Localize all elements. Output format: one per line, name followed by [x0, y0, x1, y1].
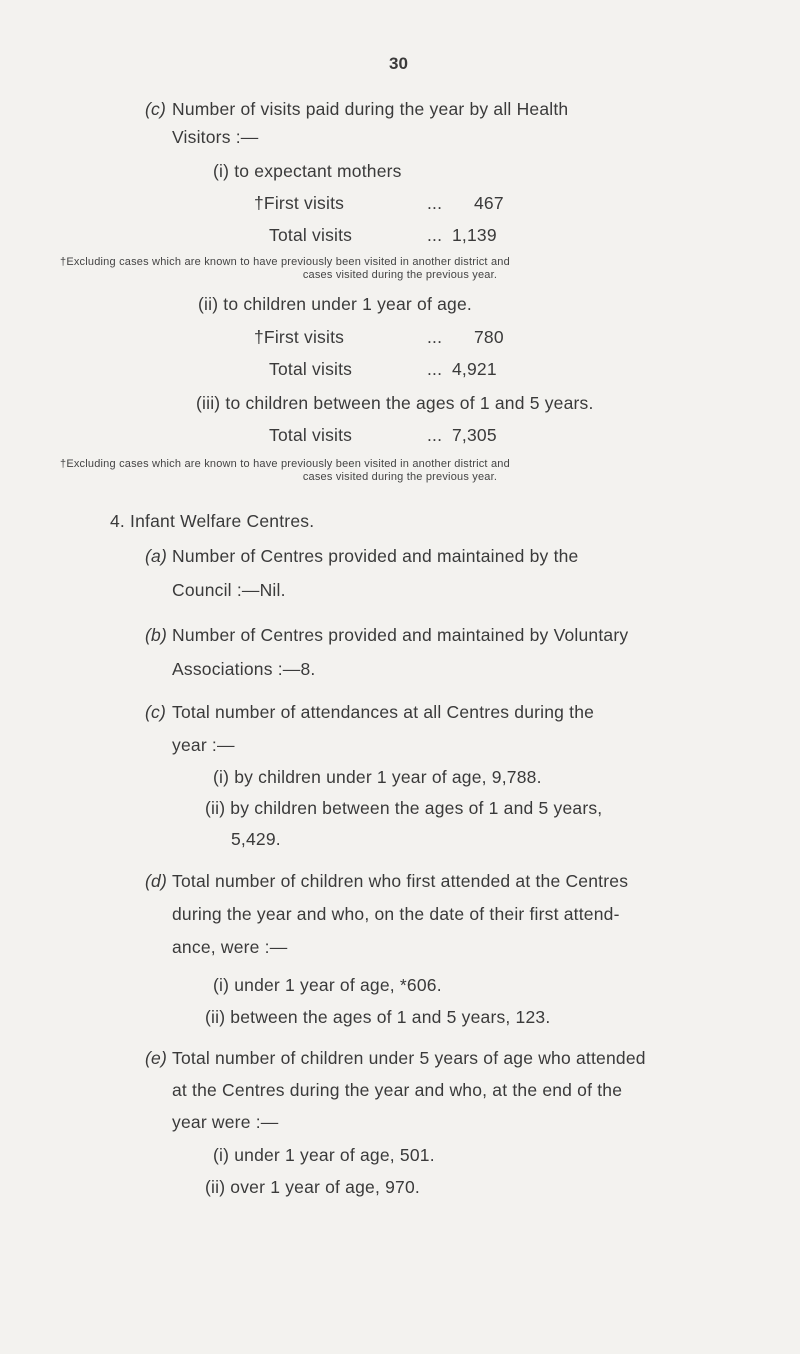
section-4d-ii: (ii) between the ages of 1 and 5 years, 123.	[205, 1007, 551, 1027]
section-4e-line3: year were :—	[172, 1112, 279, 1132]
section-4a-label: (a)	[145, 546, 167, 566]
section-4e-line1: Total number of children under 5 years of age who attended	[172, 1048, 646, 1068]
sub-iii-total-value: 7,305	[452, 425, 497, 445]
section-c-heading-line1: Number of visits paid during the year by all Health	[172, 99, 569, 119]
footnote-1-line2: cases visited during the previous year.	[302, 269, 498, 281]
sub-ii-heading: (ii) to children under 1 year of age.	[198, 294, 472, 314]
section-4d-line1: Total number of children who first attended at the Centres	[172, 871, 629, 891]
sub-iii-heading: (iii) to children between the ages of 1 and 5 years.	[196, 393, 594, 413]
sub-ii-total-label: Total visits	[269, 359, 353, 379]
sub-i-heading: (i) to expectant mothers	[213, 161, 402, 181]
section-4e-ii: (ii) over 1 year of age, 970.	[205, 1177, 420, 1197]
section-4d-i: (i) under 1 year of age, *606.	[213, 975, 442, 995]
section-4d-label: (d)	[145, 871, 167, 891]
section-4c-i: (i) by children under 1 year of age, 9,788.	[213, 767, 542, 787]
sub-i-total-dots: ...	[427, 225, 443, 245]
section-4c-line1: Total number of attendances at all Centres during the	[172, 702, 595, 722]
sub-i-first-value: 467	[474, 193, 504, 213]
sub-iii-total-label: Total visits	[269, 425, 353, 445]
section-4c-label: (c)	[145, 702, 167, 722]
sub-ii-total-dots: ...	[427, 359, 443, 379]
section-4c-line2: year :—	[172, 735, 235, 755]
page-number: 30	[389, 54, 408, 73]
section-4-heading: 4. Infant Welfare Centres.	[110, 511, 315, 531]
sub-ii-total-value: 4,921	[452, 359, 497, 379]
sub-i-total-label: Total visits	[269, 225, 353, 245]
section-4b-line2: Associations :—8.	[172, 659, 316, 679]
section-4a-line2: Council :—Nil.	[172, 580, 286, 600]
sub-i-first-dots: ...	[427, 193, 443, 213]
section-4b-line1: Number of Centres provided and maintained by Voluntary	[172, 625, 629, 645]
sub-ii-first-label: †First visits	[254, 327, 345, 347]
sub-ii-first-value: 780	[474, 327, 504, 347]
section-4e-label: (e)	[145, 1048, 167, 1068]
section-4a-line1: Number of Centres provided and maintained by the	[172, 546, 579, 566]
sub-i-first-label: †First visits	[254, 193, 345, 213]
sub-iii-total-dots: ...	[427, 425, 443, 445]
footnote-1-line1: †Excluding cases which are known to have previously been visited in another district and	[60, 256, 510, 268]
section-4c-ii-line2: 5,429.	[231, 829, 281, 849]
section-c-label: (c)	[145, 99, 167, 119]
section-4e-line2: at the Centres during the year and who, at the end of the	[172, 1080, 623, 1100]
section-4b-label: (b)	[145, 625, 167, 645]
section-4d-line2: during the year and who, on the date of their first attend-	[172, 904, 620, 924]
section-4d-line3: ance, were :—	[172, 937, 288, 957]
section-4c-ii-line1: (ii) by children between the ages of 1 and 5 years,	[205, 798, 603, 818]
footnote-2-line2: cases visited during the previous year.	[302, 471, 498, 483]
footnote-2-line1: †Excluding cases which are known to have previously been visited in another district and	[60, 458, 510, 470]
section-c-heading-line2: Visitors :—	[172, 127, 259, 147]
sub-ii-first-dots: ...	[427, 327, 443, 347]
section-4e-i: (i) under 1 year of age, 501.	[213, 1145, 435, 1165]
sub-i-total-value: 1,139	[452, 225, 497, 245]
